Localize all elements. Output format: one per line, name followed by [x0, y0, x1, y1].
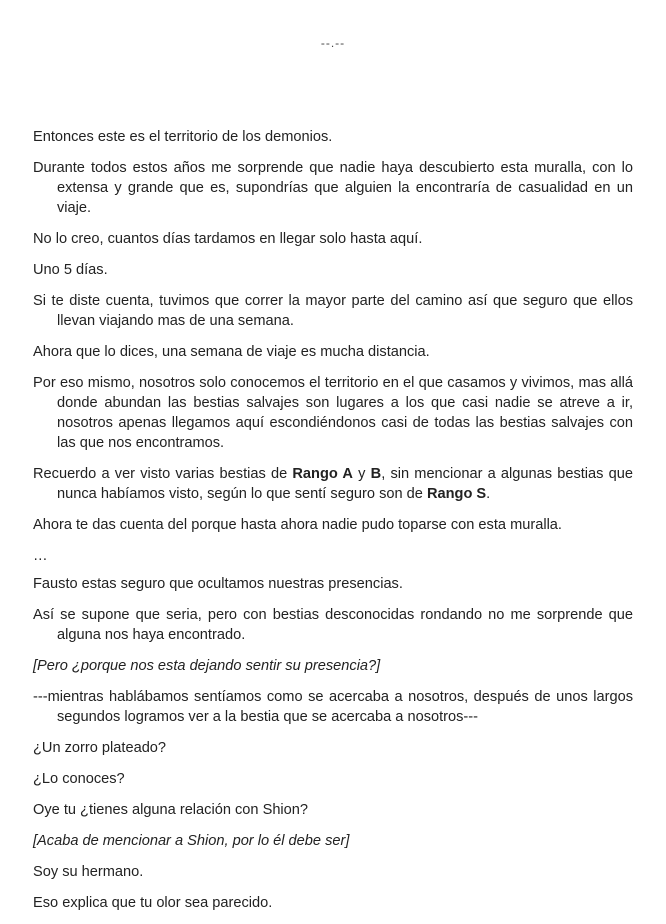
- rank-b-label: B: [370, 466, 382, 482]
- paragraph-7: Por eso mismo, nosotros solo conocemos el territorio en el que casamos y vivimos, mas allá donde abundan las bestias salvajes son lugares a los que casi nadie se atreve a ir, nosotros apenas llegamos aquí escondiéndonos casi de todas las bestias salvajes con las que nos encontramos.: [33, 375, 633, 451]
- paragraph-3: No lo creo, cuantos días tardamos en llegar solo hasta aquí.: [33, 231, 423, 247]
- paragraph-13: [Pero ¿porque nos esta dejando sentir su presencia?]: [33, 658, 381, 674]
- paragraph-8-part-4: .: [486, 486, 491, 502]
- paragraph-2: Durante todos estos años me sorprende que nadie haya descubierto esta muralla, con lo extensa y grande que es, supondrías que alguien la encontraría de casualidad en un viaje.: [33, 160, 633, 216]
- paragraph-8-part-2: y: [352, 466, 371, 482]
- paragraph-10: …: [33, 548, 48, 564]
- paragraph-16: ¿Lo conoces?: [33, 771, 125, 787]
- paragraph-18: [Acaba de mencionar a Shion, por lo él debe ser]: [33, 833, 350, 849]
- paragraph-20: Eso explica que tu olor sea parecido.: [33, 895, 273, 911]
- paragraph-9: Ahora te das cuenta del porque hasta ahora nadie pudo toparse con esta muralla.: [33, 517, 562, 533]
- paragraph-14: ---mientras hablábamos sentíamos como se acercaba a nosotros, después de unos largos segundos logramos ver a la bestia que se acercaba a nosotros---: [33, 689, 633, 725]
- paragraph-8: [33, 464, 633, 504]
- document-body: [33, 127, 633, 924]
- paragraph-6: Ahora que lo dices, una semana de viaje es mucha distancia.: [33, 344, 430, 360]
- paragraph-19: Soy su hermano.: [33, 864, 144, 880]
- paragraph-8-part-3: , sin mencionar a algunas bestias que nunca habíamos visto, según lo que sentí seguro son de: [57, 466, 633, 502]
- paragraph-17: Oye tu ¿tienes alguna relación con Shion?: [33, 802, 309, 818]
- paragraph-5: Si te diste cuenta, tuvimos que correr la mayor parte del camino así que seguro que ellos llevan viajando mas de una semana.: [33, 293, 633, 329]
- paragraph-1: Entonces este es el territorio de los demonios.: [33, 129, 333, 145]
- rank-s-label: Rango S: [426, 486, 487, 502]
- paragraph-15: ¿Un zorro plateado?: [33, 740, 167, 756]
- paragraph-8-part-1: Recuerdo a ver visto varias bestias de: [33, 466, 293, 482]
- rank-a-label: Rango A: [292, 466, 353, 482]
- scene-separator: --.--: [320, 36, 346, 50]
- paragraph-4: Uno 5 días.: [33, 262, 108, 278]
- paragraph-11: Fausto estas seguro que ocultamos nuestras presencias.: [33, 576, 403, 592]
- paragraph-12: Así se supone que seria, pero con bestias desconocidas rondando no me sorprende que alguna nos haya encontrado.: [33, 607, 633, 643]
